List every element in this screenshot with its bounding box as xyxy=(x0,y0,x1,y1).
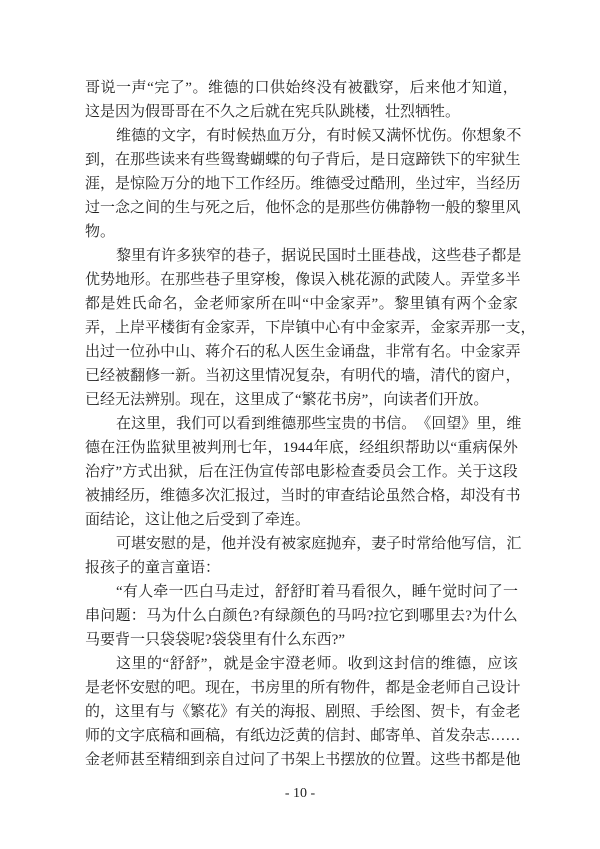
text-line: 这 里 的 “ 舒 舒 ” ， 就 是 金 宇 澄 老 师 。 收 到 这 封 信 的 维 德 ， 应 该 xyxy=(116,656,518,672)
text-line: 师 的 文 字 底 稿 和 画 稿 ， 有 纸 边 泛 黄 的 信 封 、 邮 寄 单 、 首 发 杂 志 … … xyxy=(85,728,521,744)
text-line: 可 堪 安 慰 的 是 ， 他 并 没 有 被 家 庭 抛 弃 ， 妻 子 时 常 给 他 写 信 ， 汇 xyxy=(116,536,522,552)
text-line: 德 在 汪 伪 监 狱 里 被 判 刑 七 年 ， 1 9 4 4 年 底 ， 经 组 织 帮 助 以 “ 重 病 保 外 xyxy=(85,440,518,456)
text-line: 弄 ， 上 岸 平 楼 街 有 金 家 弄 ， 下 岸 镇 中 心 有 中 金 家 弄 ， 金 家 弄 那 一 支 ， xyxy=(85,320,536,336)
text-line: 哥 说 一 声 “ 完 了 ” 。 维 德 的 口 供 始 终 没 有 被 戳 穿 ， 后 来 他 才 知 道 ， xyxy=(85,80,518,96)
text-line: 的 ， 这 里 有 与 《 繁 花 》 有 关 的 海 报 、 剧 照 、 手 绘 图 、 贺 卡 ， 有 金 老 xyxy=(85,704,521,720)
text-line: 维 德 的 文 字 ， 有 时 候 热 血 万 分 ， 有 时 候 又 满 怀 忧 伤 。 你 想 象 不 xyxy=(116,128,522,144)
text-line: 出 过 一 位 孙 中 山 、 蒋 介 石 的 私 人 医 生 金 诵 盘 ， 非 常 有 名 。 中 金 家 弄 xyxy=(85,344,521,360)
text-line: 已 经 被 翻 修 一 新 。 当 初 这 里 情 况 复 杂 ， 有 明 代 的 墙 ， 清 代 的 窗 户 ， xyxy=(85,368,521,384)
text-line: 到 ， 在 那 些 读 来 有 些 鸳 鸯 蝴 蝶 的 句 子 背 后 ， 是 日 寇 蹄 铁 下 的 牢 狱 生 xyxy=(85,152,521,168)
text-line: 过 一 念 之 间 的 生 与 死 之 后 ， 他 怀 念 的 是 那 些 仿 佛 静 物 一 般 的 黎 里 风 xyxy=(85,200,521,216)
text-line: 被 捕 经 历 ， 维 德 多 次 汇 报 过 ， 当 时 的 审 查 结 论 虽 然 合 格 ， 却 没 有 书 xyxy=(85,488,521,504)
text-line: 面结论，这让他之后受到了牵连。 xyxy=(85,512,311,528)
page-number: - 10 - xyxy=(284,786,316,801)
text-line: 涯 ， 是 惊 险 万 分 的 地 下 工 作 经 历 。 维 德 受 过 酷 刑 ， 坐 过 牢 ， 当 经 历 xyxy=(85,176,521,192)
text-line: 都 是 姓 氏 命 名 ， 金 老 师 家 所 在 叫 “ 中 金 家 弄 ” 。 黎 里 镇 有 两 个 金 家 xyxy=(85,296,518,312)
text-line: 串 问 题 ： 马 为 什 么 白 颜 色 ? 有 绿 颜 色 的 马 吗 ? 拉 它 到 哪 里 去 ? 为 什 么 xyxy=(85,608,518,624)
text-body xyxy=(85,76,536,772)
text-line: 黎 里 有 许 多 狭 窄 的 巷 子 ， 据 说 民 国 时 土 匪 巷 战 ， 这 些 巷 子 都 是 xyxy=(116,248,522,264)
text-line: 优 势 地 形 。 在 那 些 巷 子 里 穿 梭 ， 像 误 入 桃 花 源 的 武 陵 人 。 弄 堂 多 半 xyxy=(85,272,521,288)
text-line: 已经无法辨别。现在，这里成了“繁花书房”，向读者们开放。 xyxy=(85,392,489,408)
text-line: 治 疗 ” 方 式 出 狱 ， 后 在 汪 伪 宣 传 部 电 影 检 查 委 员 会 工 作 。 关 于 这 段 xyxy=(85,464,518,480)
text-line: 这是因为假哥哥在不久之后就在宪兵队跳楼，壮烈牺牲。 xyxy=(85,104,461,120)
text-line: 物。 xyxy=(85,224,116,240)
text-line: 是 老 怀 安 慰 的 吧 。 现 在 ， 书 房 里 的 所 有 物 件 ， 都 是 金 老 师 自 己 设 计 xyxy=(85,680,521,696)
text-line: 报孩子的童言童语： xyxy=(85,560,221,576)
text-line: “ 有 人 牵 一 匹 白 马 走 过 ， 舒 舒 盯 着 马 看 很 久 ， 睡 午 觉 时 问 了 一 xyxy=(116,584,518,600)
text-line: 在 这 里 ， 我 们 可 以 看 到 维 德 那 些 宝 贵 的 书 信 。 《 回 望 》 里 ， 维 xyxy=(116,416,522,432)
text-line: 马要背一只袋袋呢?袋袋里有什么东西?” xyxy=(85,632,345,648)
text-line: 金 老 师 甚 至 精 细 到 亲 自 过 问 了 书 架 上 书 摆 放 的 位 置 。 这 些 书 都 是 他 xyxy=(85,752,521,768)
